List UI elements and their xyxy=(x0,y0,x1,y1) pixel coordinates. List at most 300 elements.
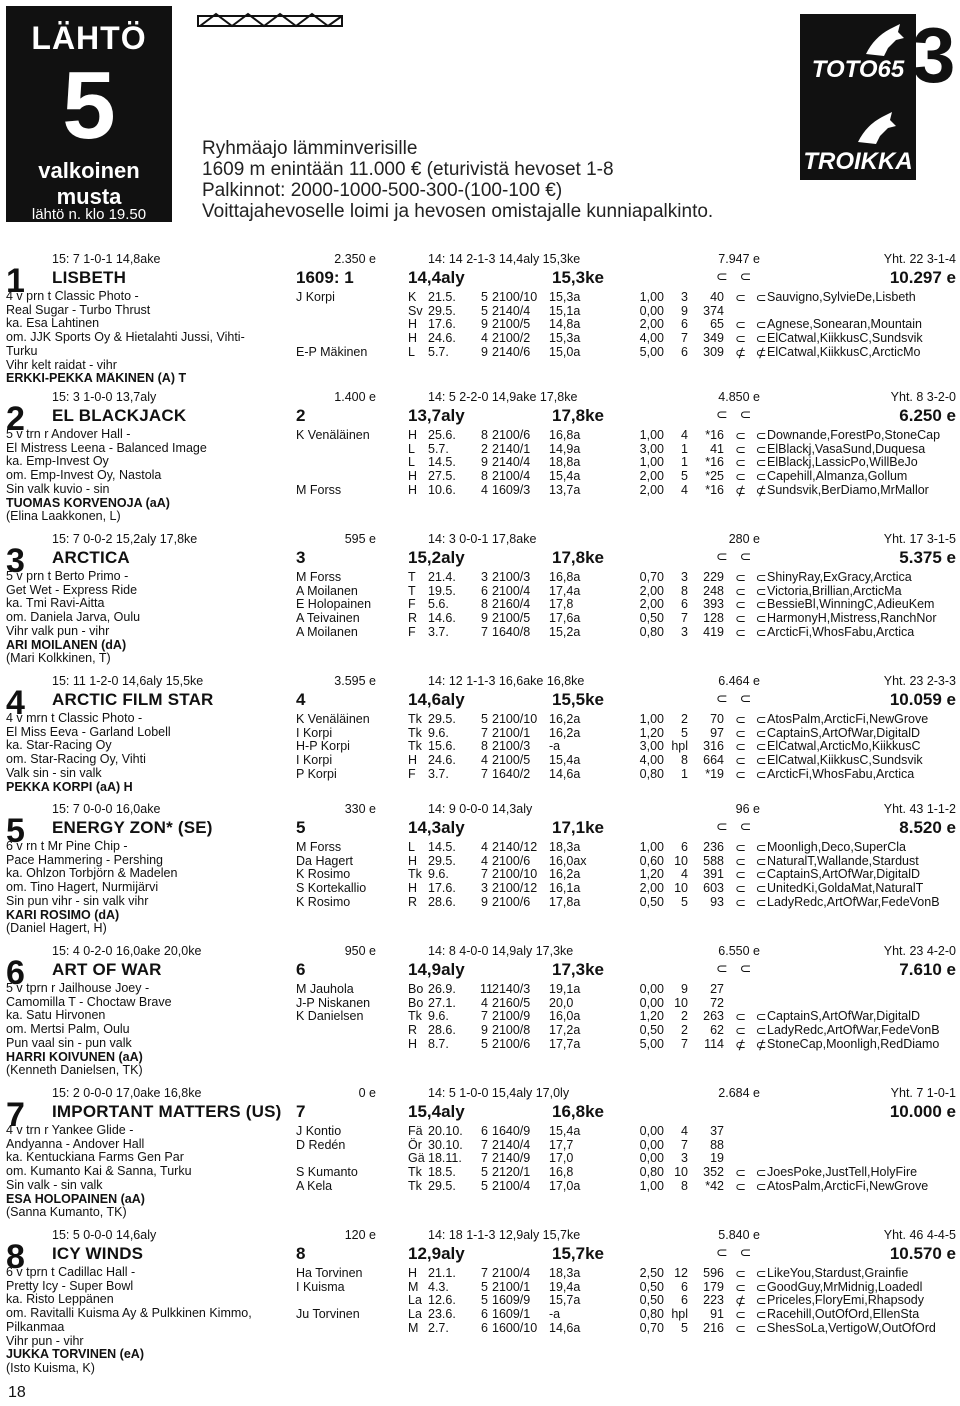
row-comment: Priceles,FloryEmi,Rhapsody xyxy=(767,1293,924,1308)
track-position: 7 xyxy=(296,1102,306,1121)
row-prize: 37 xyxy=(710,1124,724,1138)
row-pos: 8 xyxy=(681,753,688,768)
row-dist: 2100/3 xyxy=(492,570,531,584)
row-pos: 8 xyxy=(681,583,688,598)
start-row xyxy=(0,428,960,442)
best-time-auto: 14,4aly xyxy=(408,268,465,287)
shoes-indicator: ⊂ ⊂ xyxy=(716,690,756,706)
row-odds: 1,00 xyxy=(639,290,664,304)
row-dist: 2140/4 xyxy=(492,455,531,470)
start-row xyxy=(0,1165,960,1179)
row-prize: 236 xyxy=(703,840,724,854)
horse-name: ARCTIC FILM STAR xyxy=(52,690,214,709)
row-track: M xyxy=(408,1320,419,1335)
row-prize: 41 xyxy=(710,441,724,456)
row-race: 7 xyxy=(481,1266,488,1280)
row-time: 16,8a xyxy=(549,570,581,584)
row-time: -a xyxy=(549,739,561,754)
row-odds: 1,00 xyxy=(639,455,664,470)
row-odds: 1,00 xyxy=(639,840,664,854)
best-time-volt: 17,1ke xyxy=(552,818,604,837)
info-line: Vihr kelt raidat - vihr xyxy=(6,358,117,372)
row-time: 14,9a xyxy=(549,441,581,456)
row-date: 25.6. xyxy=(428,428,456,442)
row-odds: 2,00 xyxy=(639,881,664,896)
row-cc: ⊂ ⊂ xyxy=(735,1320,770,1336)
start-row xyxy=(0,317,960,331)
row-dist: 2100/5 xyxy=(492,753,531,768)
row-time: 16,2a xyxy=(549,712,581,726)
row-date: 28.6. xyxy=(428,894,456,909)
row-time: 15,7a xyxy=(549,1293,581,1308)
row-dist: 2100/4 xyxy=(492,1178,531,1193)
row-cc: ⊂ ⊂ xyxy=(735,753,770,769)
row-dist: 1640/9 xyxy=(492,1124,531,1138)
row-time: 17,7a xyxy=(549,1036,581,1051)
row-track: Tk xyxy=(408,867,422,882)
row-cc: ⊂ ⊂ xyxy=(735,290,770,305)
start-row xyxy=(0,469,960,483)
row-prize: 19 xyxy=(710,1151,724,1166)
row-date: 9.6. xyxy=(428,1009,449,1024)
start-row xyxy=(0,1280,960,1294)
row-race: 9 xyxy=(481,455,488,470)
horse-head-icon xyxy=(854,110,898,146)
row-driver: K Danielsen xyxy=(296,1009,364,1024)
row-track: H xyxy=(408,1036,418,1051)
row-comment: GoodGuy,MrMidnig,Loadedl xyxy=(767,1279,923,1294)
row-driver: A Moilanen xyxy=(296,583,358,598)
row-prize: *19 xyxy=(705,766,724,781)
money-2015: 950 e xyxy=(344,944,376,958)
info-line: 6 v rn t Mr Pine Chip - xyxy=(6,840,128,853)
horse-name: ARCTICA xyxy=(52,548,130,567)
row-track: R xyxy=(408,894,418,909)
row-pos: 9 xyxy=(681,982,688,996)
info-line: Pretty Icy - Super Bowl xyxy=(6,1279,134,1293)
row-track: Tk xyxy=(408,1178,422,1193)
info-line: El Mistress Leena - Balanced Image xyxy=(6,441,207,455)
row-odds: 3,00 xyxy=(639,441,664,456)
row-race: 3 xyxy=(481,881,488,896)
row-dist: 2100/6 xyxy=(492,853,531,868)
info-line: 4 v mrn t Classic Photo - xyxy=(6,712,143,725)
row-date: 19.5. xyxy=(428,583,456,598)
row-race: 6 xyxy=(481,1124,488,1138)
row-track: F xyxy=(408,766,416,781)
driver-name: TUOMAS KORVENOJA (aA) xyxy=(6,496,170,510)
row-cc: ⊂ ⊂ xyxy=(735,1178,770,1194)
info-line: Real Sugar - Turbo Thrust xyxy=(6,303,151,317)
row-dist: 2160/5 xyxy=(492,995,531,1010)
row-dist: 2100/3 xyxy=(492,739,531,754)
row-odds: 0,80 xyxy=(639,1165,664,1180)
row-prize: *16 xyxy=(705,428,724,442)
info-line: om. Ravitalli Kuisma Ay & Pulkkinen Kimmo, xyxy=(6,1307,252,1321)
row-pos: 3 xyxy=(681,570,688,584)
best-time-auto: 14,9aly xyxy=(408,960,465,979)
row-track: F xyxy=(408,597,416,612)
row-prize: 588 xyxy=(703,853,724,868)
row-time: 14,8a xyxy=(549,317,581,332)
row-date: 12.6. xyxy=(428,1293,456,1308)
track-position: 3 xyxy=(296,548,306,567)
start-row xyxy=(0,584,960,598)
start-row xyxy=(0,767,960,781)
best-time-volt: 17,8ke xyxy=(552,406,604,425)
row-prize: 65 xyxy=(710,317,724,332)
row-date: 23.6. xyxy=(428,1307,456,1322)
row-cc: ⊂ ⊂ xyxy=(735,712,770,727)
row-track: Sv xyxy=(408,303,423,318)
lahto-label: LÄHTÖ xyxy=(31,20,147,56)
row-pos: 5 xyxy=(681,469,688,484)
row-time: 18,3a xyxy=(549,1266,581,1280)
horse-entry xyxy=(0,802,960,942)
info-line: 5 v tprn r Jailhouse Joey - xyxy=(6,982,150,995)
row-driver: S Kumanto xyxy=(296,1165,358,1180)
best-time-auto: 14,3aly xyxy=(408,818,465,837)
race-colour-1: valkoinen xyxy=(38,158,140,183)
row-time: 15,4a xyxy=(549,753,581,768)
row-pos: 9 xyxy=(681,303,688,318)
row-prize: 248 xyxy=(703,583,724,598)
race-info xyxy=(202,138,713,222)
total-money: 7.610 e xyxy=(899,960,956,979)
row-race: 2 xyxy=(481,441,488,456)
row-comment: Sauvigno,SylvieDe,Lisbeth xyxy=(767,290,916,304)
row-cc: ⊂ ⊂ xyxy=(735,1165,770,1181)
info-line: (Daniel Hagert, H) xyxy=(6,922,107,936)
row-race: 9 xyxy=(481,611,488,626)
row-comment: Sundsvik,BerDiamo,MrMallor xyxy=(767,482,929,497)
info-line: om. Emp-Invest Oy, Nastola xyxy=(6,469,162,483)
stats-2014: 14: 5 2-2-0 14,9ake 17,8ke xyxy=(428,390,578,404)
start-row xyxy=(0,1009,960,1023)
row-race: 8 xyxy=(481,469,488,484)
race-info-line: Palkinnot: 2000-1000-500-300-(100-100 €) xyxy=(202,180,563,201)
row-race: 11 xyxy=(480,982,493,996)
row-date: 28.6. xyxy=(428,1023,456,1038)
row-driver: K Rosimo xyxy=(296,867,351,882)
info-line: 4 v prn t Classic Photo - xyxy=(6,290,139,303)
row-odds: 0,00 xyxy=(639,1137,664,1152)
row-pos: 6 xyxy=(681,597,688,612)
row-odds: 0,50 xyxy=(639,1023,664,1038)
row-dist: 2100/5 xyxy=(492,317,531,332)
start-row xyxy=(0,1321,960,1335)
total-money: 5.375 e xyxy=(899,548,956,567)
row-track: T xyxy=(408,583,416,598)
row-cc: ⊄ ⊄ xyxy=(735,1036,770,1052)
row-cc: ⊄ ⊄ xyxy=(735,482,770,498)
row-cc: ⊄ ⊂ xyxy=(735,1293,770,1309)
horse-number: 1 xyxy=(6,262,25,300)
row-dist: 2140/12 xyxy=(492,840,538,854)
total-money: 10.000 e xyxy=(889,1102,956,1121)
horse-number: 3 xyxy=(6,542,25,580)
row-race: 6 xyxy=(481,1320,488,1335)
money-2014: 6.550 e xyxy=(718,944,760,958)
row-date: 30.10. xyxy=(428,1137,463,1152)
row-comment: ElCatwal,KiikkusC,Sundsvik xyxy=(767,753,923,768)
row-odds: 0,80 xyxy=(639,624,664,639)
race-colour-2: musta xyxy=(56,184,122,209)
row-pos: 3 xyxy=(681,1151,688,1166)
stats-total: Yht. 8 3-2-0 xyxy=(890,390,956,404)
row-prize: 603 xyxy=(703,881,724,896)
row-prize: 216 xyxy=(703,1320,724,1335)
row-cc: ⊂ ⊂ xyxy=(735,853,770,869)
row-prize: 664 xyxy=(703,753,724,768)
row-track: L xyxy=(408,441,415,456)
stats-2014: 14: 9 0-0-0 14,3aly xyxy=(428,802,533,816)
race-number-box xyxy=(6,6,172,222)
row-pos: 5 xyxy=(681,725,688,740)
row-time: 19,4a xyxy=(549,1279,581,1294)
row-comment: ElCatwal,KiikkusC,ArcticMo xyxy=(767,344,921,359)
row-odds: 5,00 xyxy=(639,344,664,359)
row-cc: ⊂ ⊂ xyxy=(735,1307,770,1323)
horse-entry xyxy=(0,252,960,392)
start-row xyxy=(0,753,960,767)
money-2014: 5.840 e xyxy=(718,1228,760,1242)
row-race: 5 xyxy=(481,1279,488,1294)
row-dist: 2140/4 xyxy=(492,1137,531,1152)
horse-name: ART OF WAR xyxy=(52,960,162,979)
row-prize: 316 xyxy=(703,739,724,754)
row-driver: Ha Torvinen xyxy=(296,1266,363,1280)
row-cc: ⊂ ⊂ xyxy=(735,881,770,897)
row-prize: 352 xyxy=(703,1165,724,1180)
stats-2014: 14: 8 4-0-0 14,9aly 17,3ke xyxy=(428,944,574,958)
row-time: 16,0a xyxy=(549,1009,581,1024)
row-prize: 393 xyxy=(703,597,724,612)
stats-2015: 15: 5 0-0-0 14,6aly xyxy=(52,1228,157,1242)
stats-2015: 15: 7 1-0-1 14,8ake xyxy=(52,252,161,266)
row-track: T xyxy=(408,570,416,584)
row-dist: 2120/1 xyxy=(492,1165,531,1180)
row-date: 18.11. xyxy=(428,1151,462,1166)
row-track: H xyxy=(408,469,418,484)
row-race: 4 xyxy=(481,331,488,346)
info-line: Vihr pun - vihr xyxy=(6,1334,84,1348)
stats-2015: 15: 11 1-2-0 14,6aly 15,5ke xyxy=(52,674,204,688)
row-race: 4 xyxy=(481,482,488,497)
row-prize: 596 xyxy=(703,1266,724,1280)
row-date: 10.6. xyxy=(428,482,456,497)
info-line: ka. Emp-Invest Oy xyxy=(6,455,109,469)
row-date: 29.5. xyxy=(428,1178,456,1193)
row-pos: 4 xyxy=(681,482,688,497)
money-2014: 280 e xyxy=(728,532,760,546)
row-cc: ⊂ ⊂ xyxy=(735,441,770,457)
row-odds: 0,00 xyxy=(639,982,664,996)
row-pos: 10 xyxy=(674,853,688,868)
row-dist: 2140/9 xyxy=(492,1151,531,1166)
start-row xyxy=(0,712,960,726)
row-time: 15,2a xyxy=(549,624,581,639)
row-driver: E Holopainen xyxy=(296,597,372,612)
row-odds: 1,20 xyxy=(639,1009,664,1024)
row-track: H xyxy=(408,1266,418,1280)
row-prize: 62 xyxy=(710,1023,724,1038)
row-cc: ⊂ ⊂ xyxy=(735,1009,770,1025)
row-comment: JoesPoke,JustTell,HolyFire xyxy=(767,1165,918,1180)
row-date: 5.6. xyxy=(428,597,449,612)
row-dist: 2160/4 xyxy=(492,597,531,612)
best-time-auto: 15,4aly xyxy=(408,1102,465,1121)
start-row xyxy=(0,1179,960,1193)
info-line: ka. Esa Lahtinen xyxy=(6,317,100,331)
row-track: K xyxy=(408,290,417,304)
row-comment: LadyRedc,ArtOfWar,FedeVonB xyxy=(767,894,940,909)
horse-name: EL BLACKJACK xyxy=(52,406,187,425)
row-race: 5 xyxy=(481,290,488,304)
row-race: 8 xyxy=(481,739,488,754)
brand-troikka: TROIKKA xyxy=(803,148,913,175)
row-pos: 1 xyxy=(681,766,688,781)
shoes-indicator: ⊂ ⊂ xyxy=(716,268,756,284)
row-prize: 27 xyxy=(710,982,724,996)
row-track: R xyxy=(408,611,418,626)
info-line: om. JJK Sports Oy & Hietalahti Jussi, Vihti- xyxy=(6,331,245,345)
row-pos: 4 xyxy=(681,867,688,882)
row-track: La xyxy=(408,1307,422,1322)
stats-total: Yht. 7 1-0-1 xyxy=(890,1086,956,1100)
money-2014: 6.464 e xyxy=(718,674,760,688)
row-driver: D Redén xyxy=(296,1137,346,1152)
row-driver: A Kela xyxy=(296,1178,333,1193)
row-odds: 0,50 xyxy=(639,1293,664,1308)
row-dist: 2100/4 xyxy=(492,469,531,484)
row-comment: CaptainS,ArtOfWar,DigitalD xyxy=(767,725,921,740)
row-driver: I Korpi xyxy=(296,725,333,740)
row-dist: 1600/10 xyxy=(492,1320,538,1335)
info-line: ka. Star-Racing Oy xyxy=(6,739,112,753)
row-time: 14,6a xyxy=(549,1320,581,1335)
best-time-auto: 12,9aly xyxy=(408,1244,465,1263)
row-pos: 7 xyxy=(681,1137,688,1152)
row-driver: M Forss xyxy=(296,840,342,854)
decorative-logo-strip xyxy=(196,8,344,36)
horse-name: LISBETH xyxy=(52,268,127,287)
row-prize: 40 xyxy=(710,290,724,304)
row-date: 14.5. xyxy=(428,840,456,854)
row-prize: 70 xyxy=(710,712,724,726)
row-odds: 0,00 xyxy=(639,303,664,318)
row-date: 15.6. xyxy=(428,739,456,754)
money-2015: 2.350 e xyxy=(334,252,376,266)
row-cc: ⊂ ⊂ xyxy=(735,597,770,613)
row-time: 17,0 xyxy=(549,1151,574,1166)
row-pos: 1 xyxy=(681,455,688,470)
start-row xyxy=(0,625,960,639)
row-prize: 128 xyxy=(703,611,724,626)
row-date: 21.4. xyxy=(428,570,456,584)
driver-name: HARRI KOIVUNEN (aA) xyxy=(6,1050,143,1064)
money-2015: 595 e xyxy=(344,532,376,546)
row-comment: LikeYou,Stardust,Grainfie xyxy=(767,1266,909,1280)
start-row xyxy=(0,1023,960,1037)
row-comment: ShinyRay,ExGracy,Arctica xyxy=(767,570,912,584)
row-comment: CaptainS,ArtOfWar,DigitalD xyxy=(767,867,921,882)
row-track: H xyxy=(408,331,418,346)
row-prize: *42 xyxy=(705,1178,724,1193)
row-date: 14.6. xyxy=(428,611,456,626)
row-comment: NaturalT,Wallande,Stardust xyxy=(767,853,919,868)
start-row xyxy=(0,854,960,868)
row-pos: 8 xyxy=(681,1178,688,1193)
start-row xyxy=(0,290,960,304)
row-time: 13,7a xyxy=(549,482,581,497)
info-line: Andyanna - Andover Hall xyxy=(6,1137,145,1151)
start-row xyxy=(0,570,960,584)
info-line: Turku xyxy=(6,344,38,358)
info-line: Get Wet - Express Ride xyxy=(6,583,138,597)
row-time: 16,0ax xyxy=(549,853,587,868)
row-cc: ⊂ ⊂ xyxy=(735,469,770,485)
horse-entry xyxy=(0,390,960,530)
row-odds: 0,60 xyxy=(639,853,664,868)
row-race: 7 xyxy=(481,1009,488,1024)
row-odds: 5,00 xyxy=(639,1036,664,1051)
horse-number: 2 xyxy=(6,400,25,438)
row-date: 24.6. xyxy=(428,753,456,768)
row-track: H xyxy=(408,482,418,497)
row-track: L xyxy=(408,455,415,470)
row-prize: 179 xyxy=(703,1279,724,1294)
shoes-indicator: ⊂ ⊂ xyxy=(716,406,756,422)
row-driver: J-P Niskanen xyxy=(296,995,371,1010)
row-pos: 4 xyxy=(681,1124,688,1138)
row-date: 29.5. xyxy=(428,303,456,318)
row-time: 15,0a xyxy=(549,344,581,359)
row-date: 29.5. xyxy=(428,712,456,726)
stats-2015: 15: 4 0-2-0 16,0ake 20,0ke xyxy=(52,944,202,958)
track-position: 4 xyxy=(296,690,306,709)
row-driver: I Korpi xyxy=(296,753,333,768)
horse-entry xyxy=(0,674,960,814)
row-time: 17,4a xyxy=(549,583,581,598)
row-time: 17,8 xyxy=(549,597,574,612)
row-dist: 1640/8 xyxy=(492,624,531,639)
money-2015: 1.400 e xyxy=(334,390,376,404)
row-comment: Capehill,Almanza,Gollum xyxy=(767,469,908,484)
total-money: 10.297 e xyxy=(889,268,956,287)
row-race: 5 xyxy=(481,1165,488,1180)
row-prize: 97 xyxy=(710,725,724,740)
row-time: 17,0a xyxy=(549,1178,581,1193)
row-prize: 419 xyxy=(703,624,724,639)
row-odds: 0,50 xyxy=(639,611,664,626)
row-time: 16,2a xyxy=(549,867,581,882)
track-position: 6 xyxy=(296,960,306,979)
row-race: 8 xyxy=(481,597,488,612)
row-pos: 7 xyxy=(681,331,688,346)
row-time: 17,8a xyxy=(549,894,581,909)
row-comment: HarmonyH,Mistress,RanchNor xyxy=(767,611,937,626)
start-row xyxy=(0,895,960,909)
row-time: 18,3a xyxy=(549,840,581,854)
row-time: 15,4a xyxy=(549,1124,581,1138)
row-pos: 1 xyxy=(681,441,688,456)
best-time-auto: 14,6aly xyxy=(408,690,465,709)
track-position: 5 xyxy=(296,818,306,837)
driver-name: ERKKI-PEKKA MÄKINEN (A) T xyxy=(6,372,187,386)
row-race: 9 xyxy=(481,317,488,332)
stats-2015: 15: 7 0-0-2 15,2aly 17,8ke xyxy=(52,532,198,546)
